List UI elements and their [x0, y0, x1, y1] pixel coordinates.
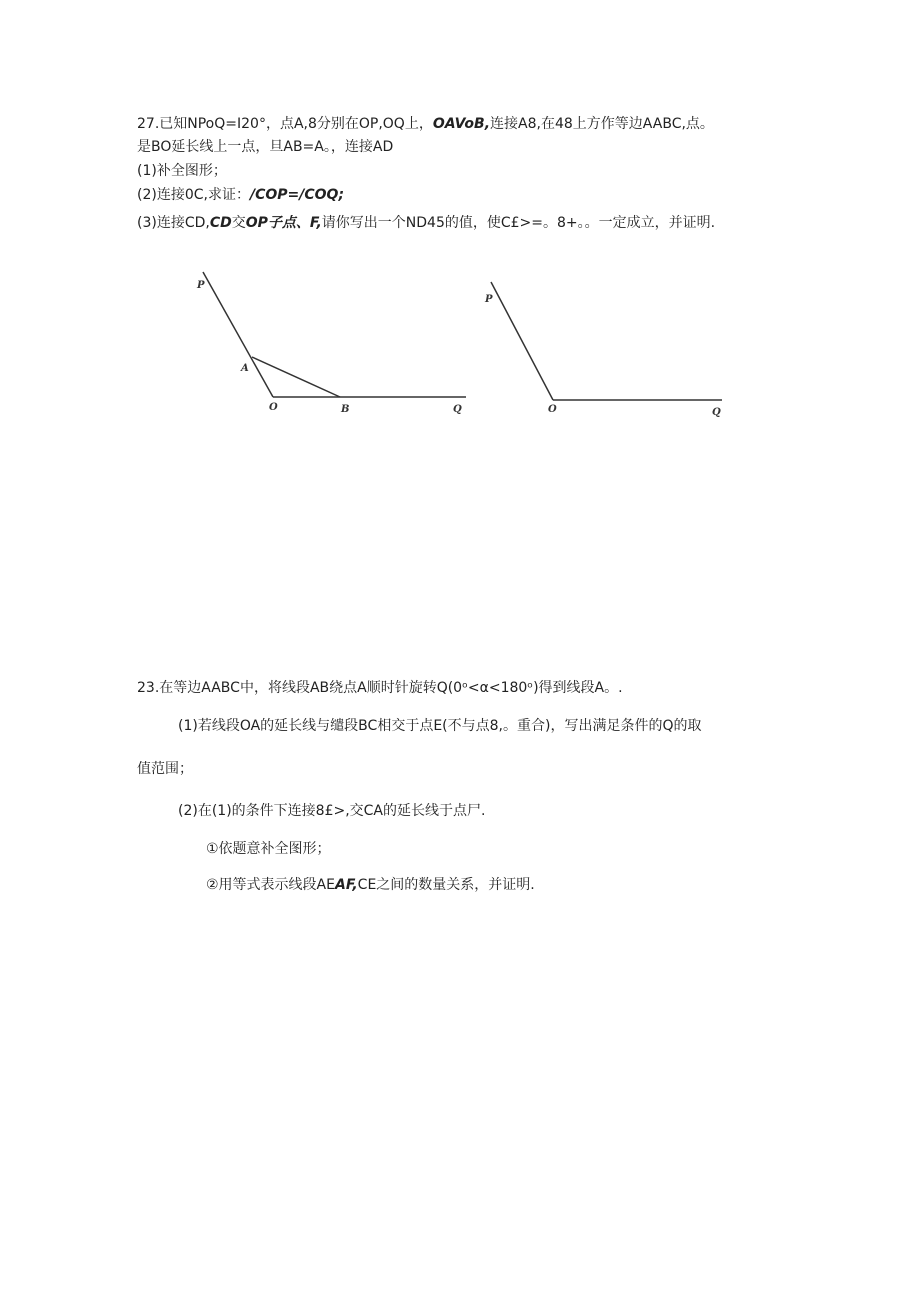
- ray-op: [491, 282, 553, 400]
- problem23-part1-cont: [137, 760, 193, 778]
- problem27-italic: /COP=/COQ;: [249, 187, 345, 203]
- problem23-text: CE之间的数量关系，并证明.: [357, 877, 535, 893]
- label-q: Q: [453, 404, 462, 415]
- problem27-text: 27.已知NPoQ=I20°，点A,8分别在OP,OQ上，: [137, 116, 433, 132]
- problem23-italic: AF,: [334, 877, 358, 893]
- problem23-part1: [178, 717, 701, 735]
- problem27-italic: F,: [309, 215, 322, 231]
- problem27-italic: OAVoB,: [432, 116, 491, 132]
- problem23-text: ②用等式表示线段AE: [206, 877, 335, 893]
- segment-ab: [252, 357, 340, 397]
- label-a: A: [241, 363, 249, 374]
- problem27-text: 请你写出一个ND45的值，使C£>=。8+。。一定成立，并证明.: [321, 215, 716, 231]
- label-b: B: [341, 404, 350, 415]
- label-q: Q: [712, 407, 721, 418]
- problem27-italic: CD: [209, 215, 232, 231]
- problem27-text: 交: [231, 215, 246, 231]
- problem27-text: 连接A8,在48上方作等边AABC,点。: [490, 116, 714, 132]
- problem27-italic: OP: [245, 215, 268, 231]
- problem27-text: (3)连接CD,: [137, 215, 210, 231]
- problem23-sub2: [206, 876, 535, 894]
- problem23-text: (1)若线段OA的延长线与缱段BC相交于点E(不与点8,。重合)，写出满足条件的Q的取: [178, 718, 702, 734]
- ray-op: [203, 272, 273, 397]
- figure2: [484, 282, 722, 418]
- problem27-text: (2)连接0C,求证：: [137, 187, 250, 203]
- problem23-text: 23.在等边AABC中，将线段AB绕点A顺时针旋转Q(0ᵒ<α<180ᵒ)得到线段A。.: [137, 680, 623, 696]
- problem23-text: (2)在(1)的条件下连接8£>,交CA的延长线于点尸.: [178, 803, 486, 819]
- label-p: P: [197, 280, 205, 291]
- problem23-part2: [178, 802, 485, 820]
- problem23-intro: [137, 679, 623, 697]
- problem23-text: ①依题意补全图形；: [206, 841, 331, 857]
- problem23-sub1: [206, 840, 331, 858]
- label-o: O: [548, 404, 557, 415]
- problem27-italic: 子点、: [267, 215, 310, 231]
- problem27-text: 是BO延长线上一点，旦AB=A。，连接AD: [137, 139, 394, 155]
- figure1: [196, 272, 466, 415]
- problem27-text: (1)补全图形；: [137, 163, 227, 179]
- label-p: P: [485, 294, 493, 305]
- label-o: O: [269, 402, 278, 413]
- problem23-text: 值范围；: [137, 761, 193, 777]
